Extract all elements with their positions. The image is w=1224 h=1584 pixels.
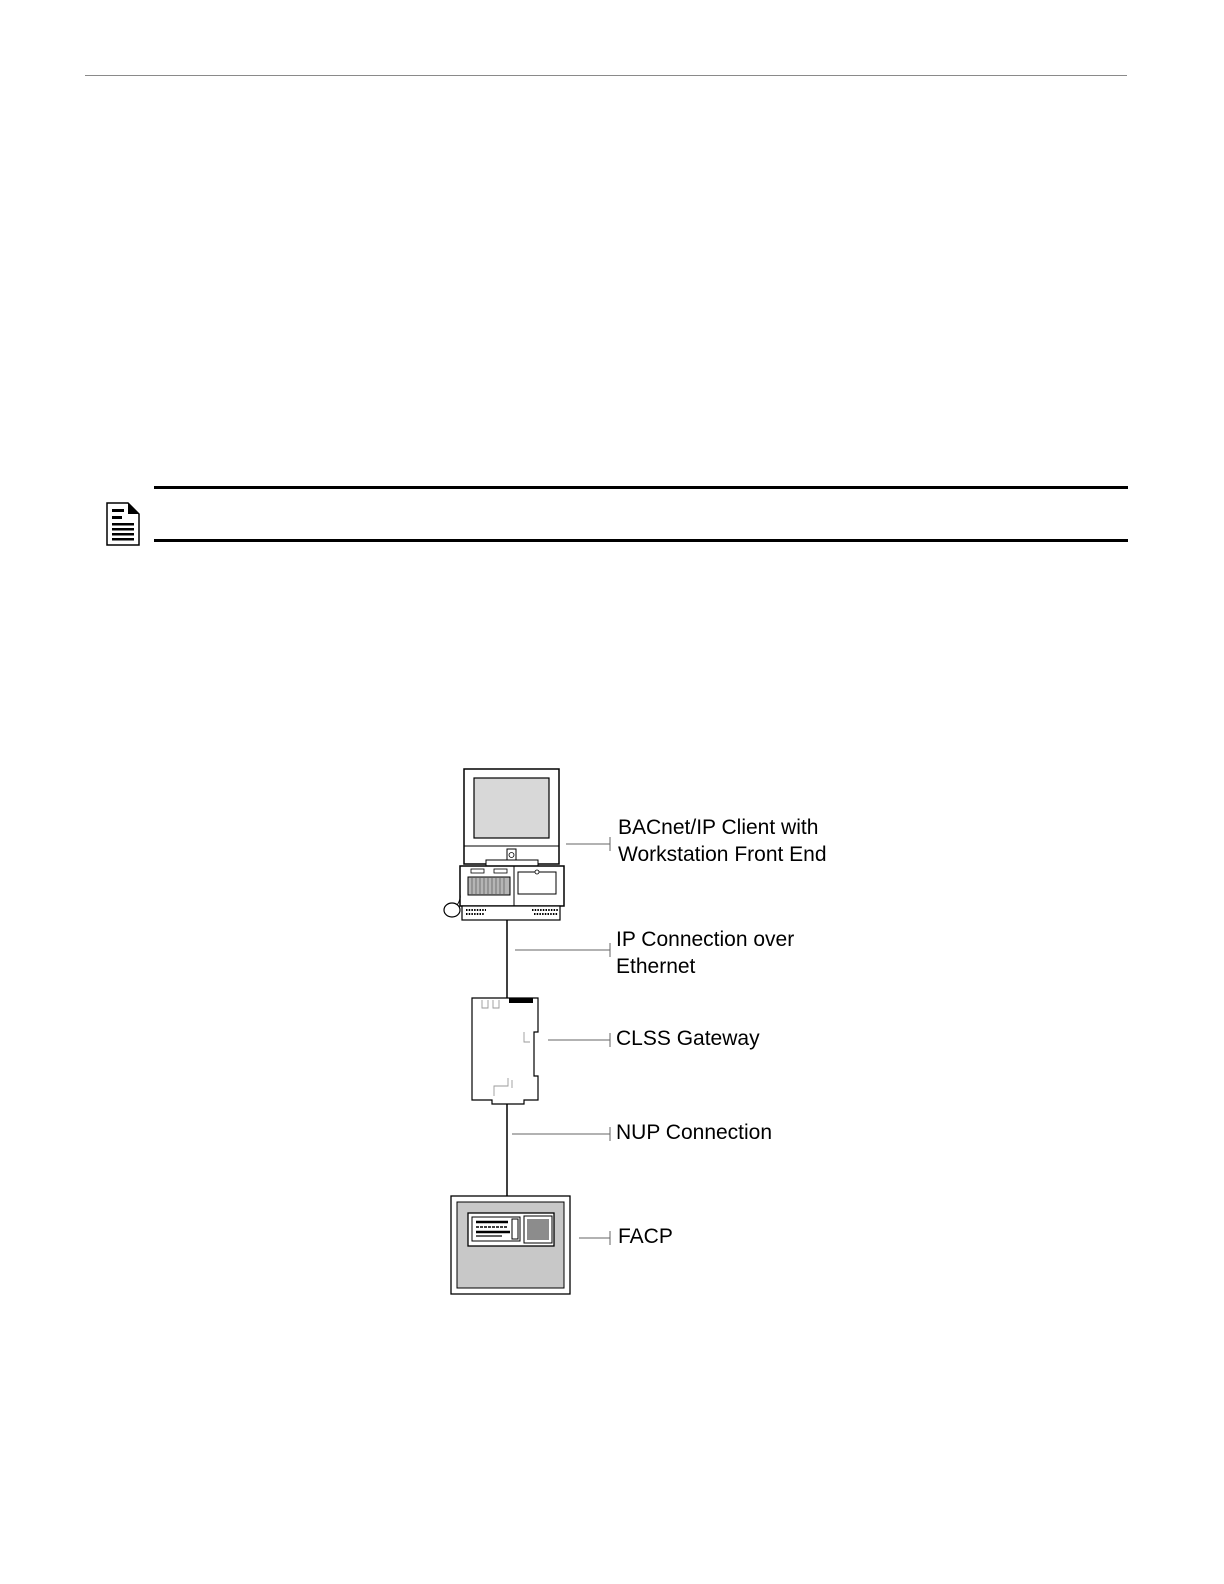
label-workstation-line2: Workstation Front End [618,843,827,866]
header-rule [85,75,1127,76]
workstation-icon [444,769,564,920]
system-diagram [430,760,890,1305]
label-ip-line2: Ethernet [616,955,696,978]
gateway-module-icon [472,998,538,1104]
note-rule-top [154,486,1128,489]
note-rule-bottom [154,539,1128,542]
label-nup-connection: NUP Connection [616,1121,773,1144]
label-gateway: CLSS Gateway [616,1027,760,1050]
note-icon [106,502,140,546]
label-workstation-line1: BACnet/IP Client with [618,816,819,839]
label-ip-line1: IP Connection over [616,928,795,951]
label-facp: FACP [618,1225,673,1248]
fire-alarm-panel-icon [451,1196,570,1294]
